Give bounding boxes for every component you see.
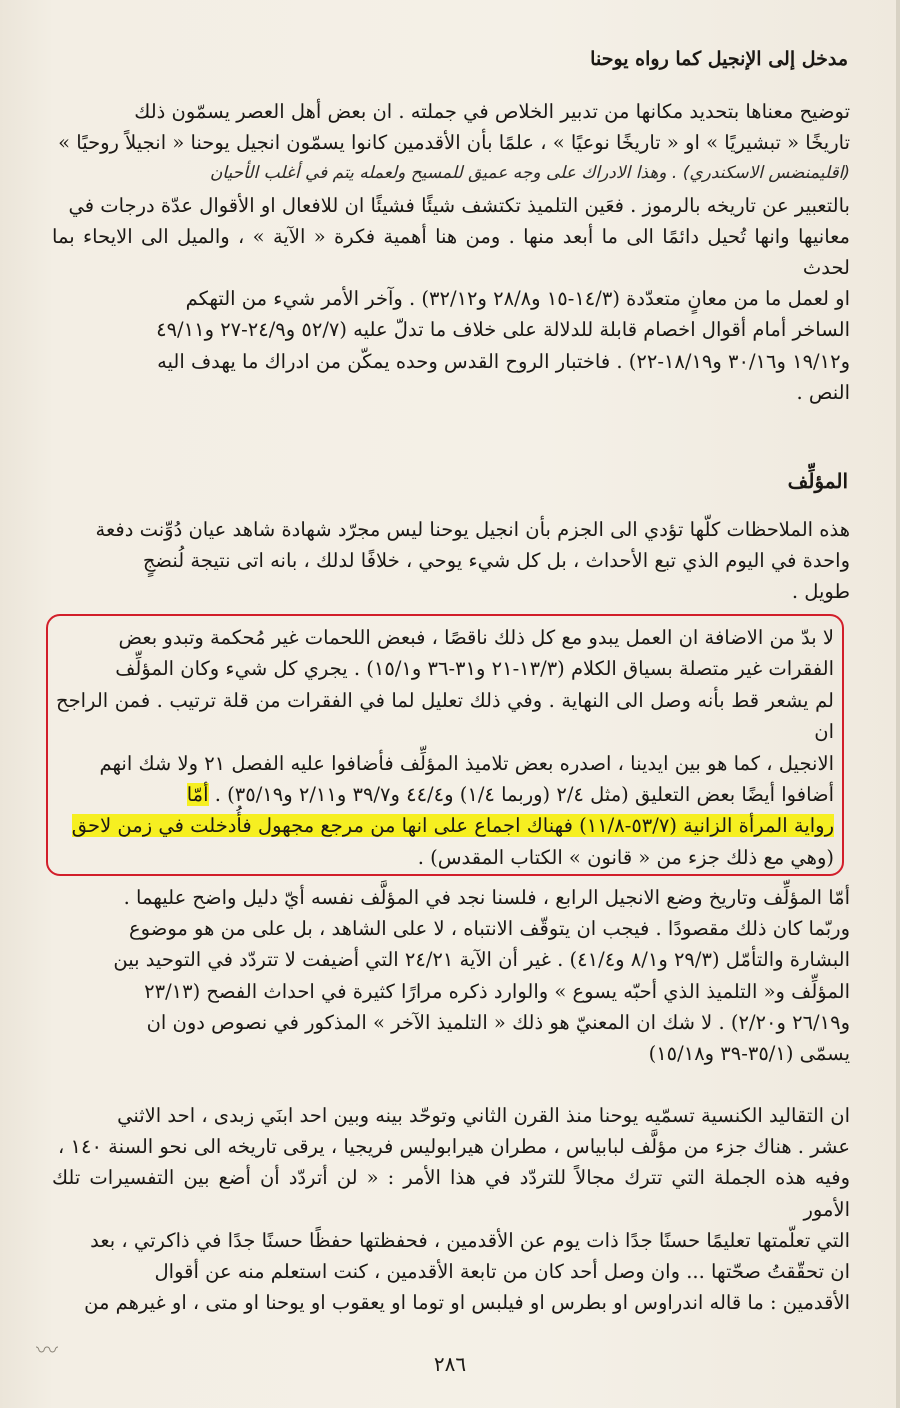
paragraph-3: [52, 882, 850, 1069]
text-line: ان التقاليد الكنسية تسمّيه يوحنا منذ القرن الثاني وتوحّد بينه وبين احد ابنَي زبدى ، احد الاثني: [117, 1104, 850, 1127]
text-line: عشر . هناك جزء من مؤلَّف لبابياس ، مطران هيرابوليس فريجيا ، يرقى تاريخه الى نحو السنة ١٤٠ ،: [58, 1135, 850, 1159]
text-line: وربّما كان ذلك مقصودًا . فيجب ان يتوقّف الانتباه ، لا على الشاهد ، بل على من هو موضوع: [129, 917, 850, 941]
text-line: وفيه هذه الجملة التي تترك مجالاً للتردّد في هذا الأمر : « لن أتردّد أن أضع بين التفسيرات تلك الأمور: [52, 1166, 850, 1221]
running-head: مدخل إلى الإنجيل كما رواه يوحنا: [590, 48, 848, 70]
text-line: و١٩/١٢ و٣٠/١٦ و١٨/١٩-٢٢) . فاختبار الروح القدس وحده يمكّن من ادراك ما يهدف اليه: [157, 349, 850, 373]
text-line: البشارة والتأمّل (٢٩/٣ و٨/١ و٤١/٤) . غير أن الآية ٢٤/٢١ التي أضيفت لا تتردّد في التوحيد بين: [113, 948, 850, 972]
text-line: طويل .: [791, 580, 850, 604]
text-line: معانيها وانها تُحيل دائمًا الى ما أبعد منها . ومن هنا أهمية فكرة « الآية » ، والميل الى الايحاء بما لحدث: [52, 224, 850, 280]
highlighted-text: رواية المرأة الزانية (٥٣/٧-١١/٨) فهناك اجماع على انها من مرجع مجهول فأُدخلت في زمن لاحق: [71, 814, 834, 838]
text-line: لا بدّ من الاضافة ان العمل يبدو مع كل ذلك ناقصًا ، فبعض اللحمات غير مُحكمة وتبدو بعض: [118, 626, 834, 649]
paragraph-1: [52, 96, 850, 408]
text-line: ان تحقّقتُ صحّتها ... وان وصل أحد كان من تابعة الأقدمين ، كنت استعلم منه عن أقوال: [154, 1260, 850, 1284]
text-line: تاريخًا « تبشيريًا » او « تاريخًا نوعيًا » ، علمًا بأن الأقدمين كانوا يسمّون انجيل يوحنا « انجيلاً روحيًا »: [58, 131, 850, 155]
text-line: التي تعلّمتها تعليمًا حسنًا جدًا ذات يوم عن الأقدمين ، فحفظتها حفظًا حسنًا جدًا في ذاكرتي ، بعد: [90, 1228, 850, 1252]
boxed-paragraph: [46, 614, 844, 876]
text-line: الفقرات غير متصلة بسياق الكلام (١٣/٣-٢١ و٣١-٣٦ و١٥/١) . يجري كل شيء وكان المؤلِّف: [115, 657, 834, 681]
text-line: يسمّى (٣٥/١-٣٩ و١٥/١٨): [648, 1042, 850, 1066]
text-line: [56, 779, 834, 810]
text-line: أمّا المؤلِّف وتاريخ وضع الانجيل الرابع ، فلسنا نجد في المؤلَّف نفسه أيّ دليل واضح عليهما .: [123, 886, 850, 909]
handwritten-line: (اقليمنضس الاسكندري) . وهذا الادراك على وجه عميق للمسيح ولعمله يتم في أغلب الأحيان: [209, 163, 850, 184]
text-line: لم يشعر قط بأنه وصل الى النهاية . وفي ذلك تعليل لما في الفقرات من قلة ترتيب . فمن الراجح ان: [56, 688, 834, 744]
text-line: توضيح معناها بتحديد مكانها من تدبير الخلاص في جملته . ان بعض أهل العصر يسمّون ذلك: [134, 100, 850, 123]
paragraph-4: [52, 1100, 850, 1318]
text-line: الساخر أمام أقوال اخصام قابلة للدلالة على خلاف ما تدلّ عليه (٥٢/٧ و٢٤/٩-٢٧ و٤٩/١١: [156, 318, 850, 342]
text-line: هذه الملاحظات كلّها تؤدي الى الجزم بأن انجيل يوحنا ليس مجرّد شهادة شاهد عيان دُوِّنت دفعة: [95, 518, 850, 541]
text-line: واحدة في اليوم الذي تبع الأحداث ، بل كل شيء يوحي ، خلافًا لدلك ، بانه اتى نتيجة لُنضجٍ: [142, 549, 850, 573]
text-line: النص .: [796, 380, 850, 404]
highlighted-text: أمّا: [186, 783, 209, 807]
text-line: الأقدمين : ما قاله اندراوس او بطرس او فيلبس او توما او يعقوب او يوحنا او متى ، او غيرهم من: [84, 1291, 850, 1315]
text-line: او لعمل ما من معانٍ متعدّدة (١٤/٣-١٥ و٢٨/٨ و٣٢/١٢) . وآخر الأمر شيء من التهكم: [185, 287, 850, 311]
page-number: ٢٨٦: [433, 1352, 467, 1376]
text-line: (وهي مع ذلك جزء من « قانون » الكتاب المقدس) .: [417, 845, 834, 869]
text-line: بالتعبير عن تاريخه بالرموز . فعَين التلميذ تكتشف شيئًا فشيئًا ان للافعال او الأقوال عدّة درجات في: [68, 193, 850, 217]
text-line: الانجيل ، كما هو بين ايدينا ، اصدره بعض تلاميذ المؤلِّف فأضافوا عليه الفصل ٢١ ولا شك انهم: [99, 751, 834, 775]
text-line: و٢٦/١٩ و٢/٢٠) . لا شك ان المعنيّ هو ذلك « التلميذ الآخر » المذكور في نصوص دون ان: [146, 1010, 850, 1034]
text-segment: أضافوا أيضًا بعض التعليق (مثل ٢/٤ (وربما ١/٤) و٤٤/٤ و٣٩/٧ و٢/١١ و٣٥/١٩) .: [214, 783, 834, 807]
text-line: [56, 810, 834, 841]
paragraph-2: [52, 514, 850, 608]
scan-edge: [896, 0, 900, 1408]
text-line: المؤلِّف و« التلميذ الذي أحبّه يسوع » والوارد ذكره مرارًا كثيرة في احداث الفصح (٢٣/١٣: [144, 979, 850, 1003]
section-title: المؤلِّف: [787, 469, 848, 493]
pencil-mark-icon: 〰: [36, 1339, 59, 1364]
